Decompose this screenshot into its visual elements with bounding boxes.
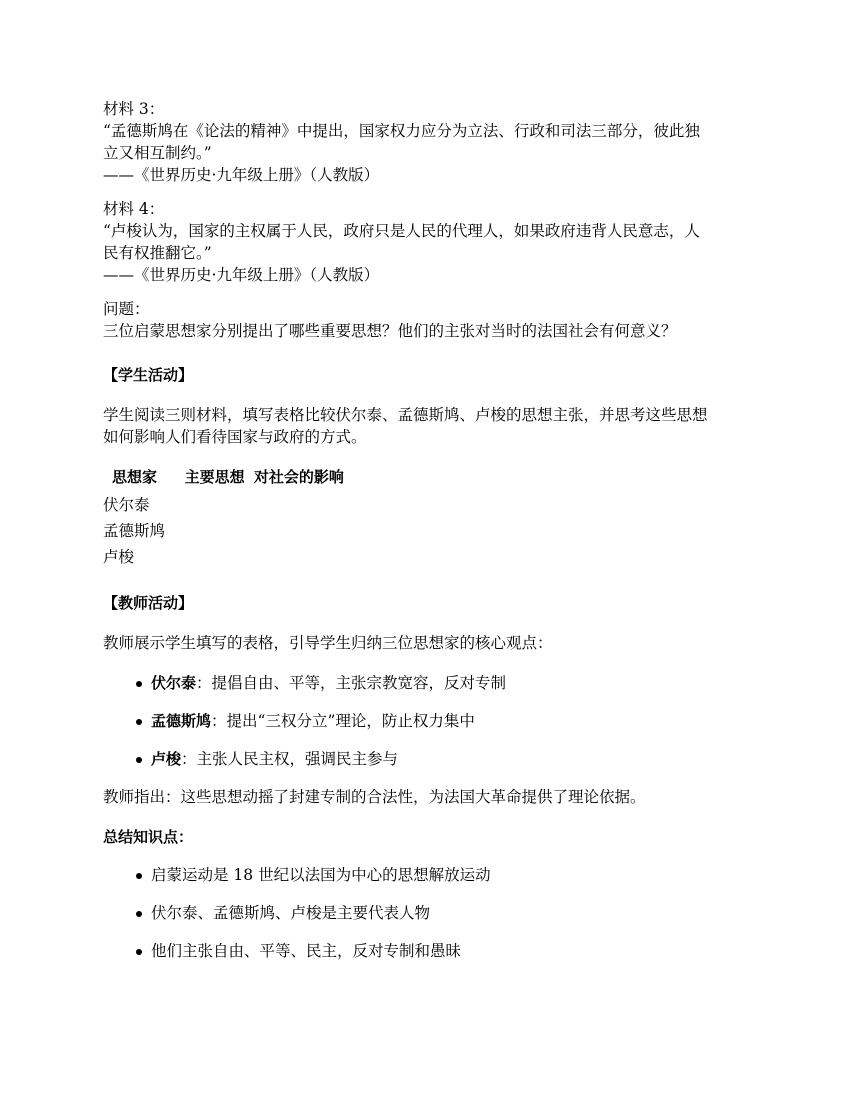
table-row: 伏尔泰 bbox=[103, 496, 150, 514]
bullet-icon bbox=[136, 949, 142, 955]
thinker-name: 卢梭 bbox=[151, 750, 182, 768]
thinker-point: ：提倡自由、平等，主张宗教宽容，反对专制 bbox=[196, 674, 507, 692]
list-item bbox=[103, 864, 763, 886]
thinker-point: ：主张人民主权，强调民主参与 bbox=[181, 750, 399, 768]
summary-list bbox=[103, 864, 763, 962]
material-4-quote-line-2: 民有权推翻它。” bbox=[103, 244, 212, 262]
list-item bbox=[103, 748, 763, 770]
summary-item: 启蒙运动是 18 世纪以法国为中心的思想解放运动 bbox=[151, 866, 491, 884]
material-3-source: ——《世界历史·九年级上册》（人教版） bbox=[103, 166, 380, 184]
bullet-icon bbox=[136, 873, 142, 879]
list-item bbox=[103, 902, 763, 924]
student-activity-heading: 【学生活动】 bbox=[103, 366, 194, 384]
material-4-quote-line-1: “卢梭认为，国家的主权属于人民，政府只是人民的代理人，如果政府违背人民意志，人 bbox=[103, 222, 700, 240]
list-item bbox=[103, 672, 763, 694]
bullet-icon bbox=[136, 757, 142, 763]
material-4-label: 材料 4： bbox=[103, 200, 165, 218]
bullet-icon bbox=[136, 681, 142, 687]
table-row: 卢梭 bbox=[103, 548, 135, 566]
bullet-icon bbox=[136, 911, 142, 917]
question-label: 问题： bbox=[103, 300, 150, 318]
bullet-icon bbox=[136, 719, 142, 725]
material-4-source: ——《世界历史·九年级上册》（人教版） bbox=[103, 266, 380, 284]
student-activity-line-1: 学生阅读三则材料，填写表格比较伏尔泰、孟德斯鸠、卢梭的思想主张，并思考这些思想 bbox=[103, 406, 708, 424]
student-activity-line-2: 如何影响人们看待国家与政府的方式。 bbox=[103, 428, 367, 446]
summary-title: 总结知识点： bbox=[103, 828, 194, 846]
material-4 bbox=[103, 198, 763, 286]
material-3-quote-line-2: 立又相互制约。” bbox=[103, 144, 212, 162]
comparison-table-header: 思想家 主要思想 对社会的影响 bbox=[112, 468, 344, 486]
list-item bbox=[103, 940, 763, 962]
thinker-name: 伏尔泰 bbox=[151, 674, 197, 692]
thinker-name: 孟德斯鸠 bbox=[151, 712, 212, 730]
document-page bbox=[103, 98, 763, 978]
teacher-conclusion: 教师指出：这些思想动摇了封建专制的合法性，为法国大革命提供了理论依据。 bbox=[103, 788, 646, 806]
question-block bbox=[103, 298, 763, 342]
table-row: 孟德斯鸠 bbox=[103, 522, 166, 540]
material-3-quote-line-1: “孟德斯鸠在《论法的精神》中提出，国家权力应分为立法、行政和司法三部分，彼此独 bbox=[103, 122, 700, 140]
teacher-activity-intro: 教师展示学生填写的表格，引导学生归纳三位思想家的核心观点： bbox=[103, 634, 553, 652]
material-3 bbox=[103, 98, 763, 186]
summary-item: 他们主张自由、平等、民主，反对专制和愚昧 bbox=[151, 942, 462, 960]
comparison-table bbox=[103, 492, 763, 570]
summary-item: 伏尔泰、孟德斯鸠、卢梭是主要代表人物 bbox=[151, 904, 431, 922]
student-activity-paragraph bbox=[103, 404, 763, 448]
core-points-list bbox=[103, 672, 763, 770]
question-text: 三位启蒙思想家分别提出了哪些重要思想？他们的主张对当时的法国社会有何意义？ bbox=[103, 322, 677, 340]
material-3-label: 材料 3： bbox=[103, 100, 165, 118]
teacher-activity-heading: 【教师活动】 bbox=[103, 594, 194, 612]
thinker-point: ：提出“三权分立”理论，防止权力集中 bbox=[211, 712, 475, 730]
list-item bbox=[103, 710, 763, 732]
